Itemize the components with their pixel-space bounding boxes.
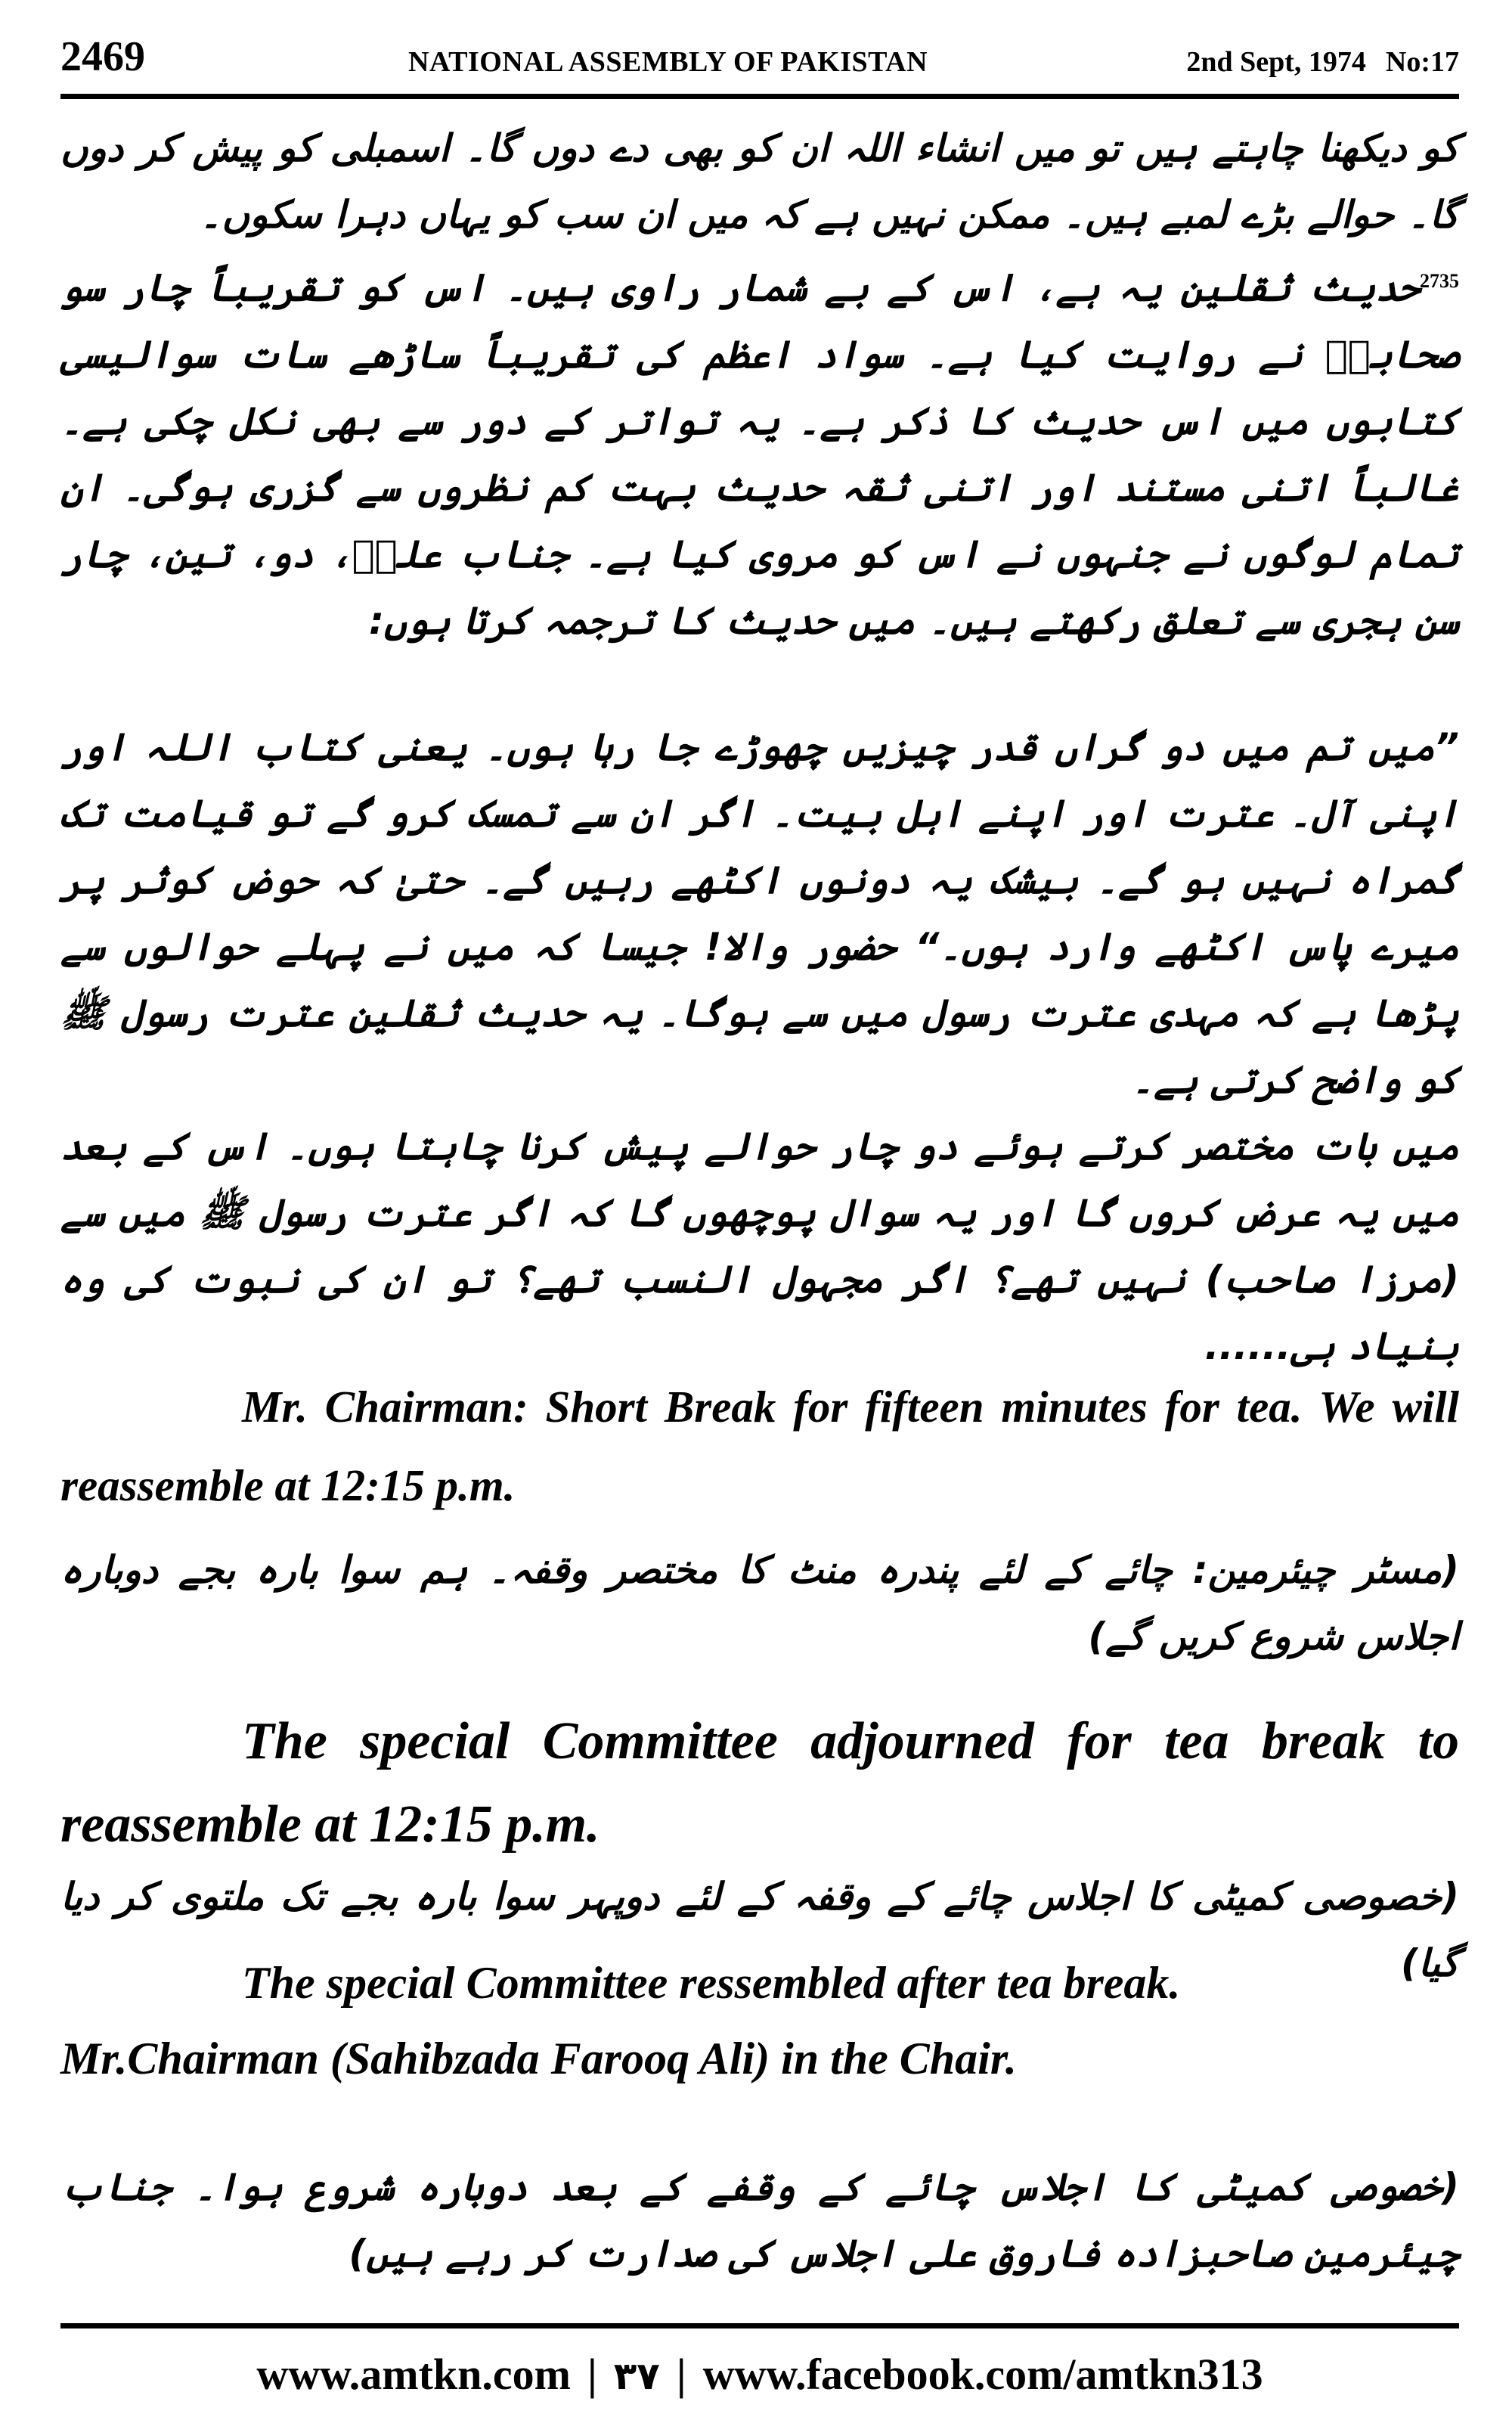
english-paragraph-chairman [60, 1367, 1459, 1525]
footer-rule [60, 2323, 1459, 2328]
chair-statement: Mr.Chairman (Sahibzada Farooq Ali) in the Chair. [60, 2034, 1017, 2083]
page-number: 2469 [60, 33, 145, 80]
urdu-paragraph-7: (خصوصی کمیٹی کا اجلاس چائے کے وقفے کے بعد دوبارہ شروع ہوا۔ جناب چیئرمین صاحبزادہ فاروق علی اجلاس کی صدارت کر رہے ہیں) [60, 2165, 1459, 2276]
footer-facebook-link[interactable]: www.facebook.com/amtkn313 [702, 2350, 1263, 2399]
urdu-paragraph-5: (مسٹر چیئرمین: چائے کے لئے پندرہ منٹ کا مختصر وقفہ۔ ہم سوا بارہ بجے دوبارہ اجلاس شروع کریں گے) [60, 1548, 1459, 1658]
footnote-reference: 2735 [1420, 270, 1459, 292]
urdu-paragraph-4: میں بات مختصر کرتے ہوئے دو چار حوالے پیش کرنا چاہتا ہوں۔ اس کے بعد میں یہ عرض کروں گا اور یہ سوال پوچھوں گا کہ اگر عترت رسول ﷺ میں سے (مرزا صاحب) نہیں تھے؟ اگر مجہول النسب تھے؟ تو ان کی نبوت کی وہ بنیاد ہی...... [60, 1125, 1459, 1368]
page-footer [60, 2344, 1459, 2405]
adjourned-statement: The special Committee adjourned for tea break to reassemble at 12:15 p.m. [60, 1712, 1459, 1854]
urdu-paragraph-6: (خصوصی کمیٹی کا اجلاس چائے کے وقفہ کے لئے دوپہر سوا بارہ بجے تک ملتوی کر دیا گیا) [60, 1875, 1459, 1985]
header-date-issue [1186, 41, 1459, 83]
urdu-paragraph-2 [60, 248, 1459, 654]
urdu-paragraph-1: کو دیکھنا چاہتے ہیں تو میں انشاء اللہ ان کو بھی دے دوں گا۔ اسمبلی کو پیش کر دوں گا۔ حوالے بڑے لمبے ہیں۔ ممکن نہیں ہے کہ میں ان سب کو یہاں دہرا سکوں۔ [60, 126, 1459, 237]
urdu-paragraph-3: ”میں تم میں دو گراں قدر چیزیں چھوڑے جا رہا ہوں۔ یعنی کتاب اللہ اور اپنی آل۔ عترت اور اپنے اہل بیت۔ اگر ان سے تمسک کرو گے تو قیامت تک گمراہ نہیں ہو گے۔ بیشک یہ دونوں اکٹھے رہیں گے۔ حتیٰ کہ حوض کوثر پر میرے پاس اکٹھے وارد ہوں۔“ حضور والا! جیسا کہ میں نے پہلے حوالوں سے پڑھا ہے کہ مہدی عترت رسول میں سے ہوگا۔ یہ حدیث ثقلین عترت رسول ﷺ کو واضح کرتی ہے۔ [60, 725, 1459, 1102]
footer-separator: | [587, 2350, 597, 2399]
footer-page-label: ۳۷ [613, 2354, 660, 2398]
english-paragraph-reassembled [60, 1945, 1459, 2096]
chairman-statement: Short Break for fifteen minutes for tea. We will reassemble at 12:15 p.m. [60, 1382, 1459, 1510]
english-paragraph-adjourned [60, 1700, 1459, 1866]
speaker-label: Mr. Chairman: [242, 1382, 528, 1432]
header-date: 2nd Sept, 1974 [1186, 46, 1366, 78]
footer-separator: | [676, 2350, 686, 2399]
reassembled-statement: The special Committee ressembled after tea break. [242, 1958, 1181, 2008]
header-issue: No:17 [1385, 46, 1459, 78]
urdu-paragraph-2-text: حدیث ثقلین یہ ہے، اس کے بے شمار راوی ہیں۔ اس کو تقریباً چار سو صحابہؓ نے روایت کیا ہے۔ سواد اعظم کی تقریباً ساڑھے سات سوالیسی کتابوں میں اس حدیث کا ذکر ہے۔ یہ تواتر کے دور سے بھی نکل چکی ہے۔ غالباً اتنی مستند اور اتنی ثقہ حدیث بہت کم نظروں سے گزری ہوگی۔ ان تمام لوگوں نے جنہوں نے اس کو مروی کیا ہے۔ جناب علیؓ، دو، تین، چار سن ہجری سے تعلق رکھتے ہیں۔ میں حدیث کا ترجمہ کرتا ہوں: [60, 265, 1459, 643]
header-rule [60, 94, 1459, 99]
page-header [60, 30, 1459, 91]
footer-website-link[interactable]: www.amtkn.com [256, 2350, 571, 2399]
header-title: NATIONAL ASSEMBLY OF PAKISTAN [408, 46, 928, 78]
